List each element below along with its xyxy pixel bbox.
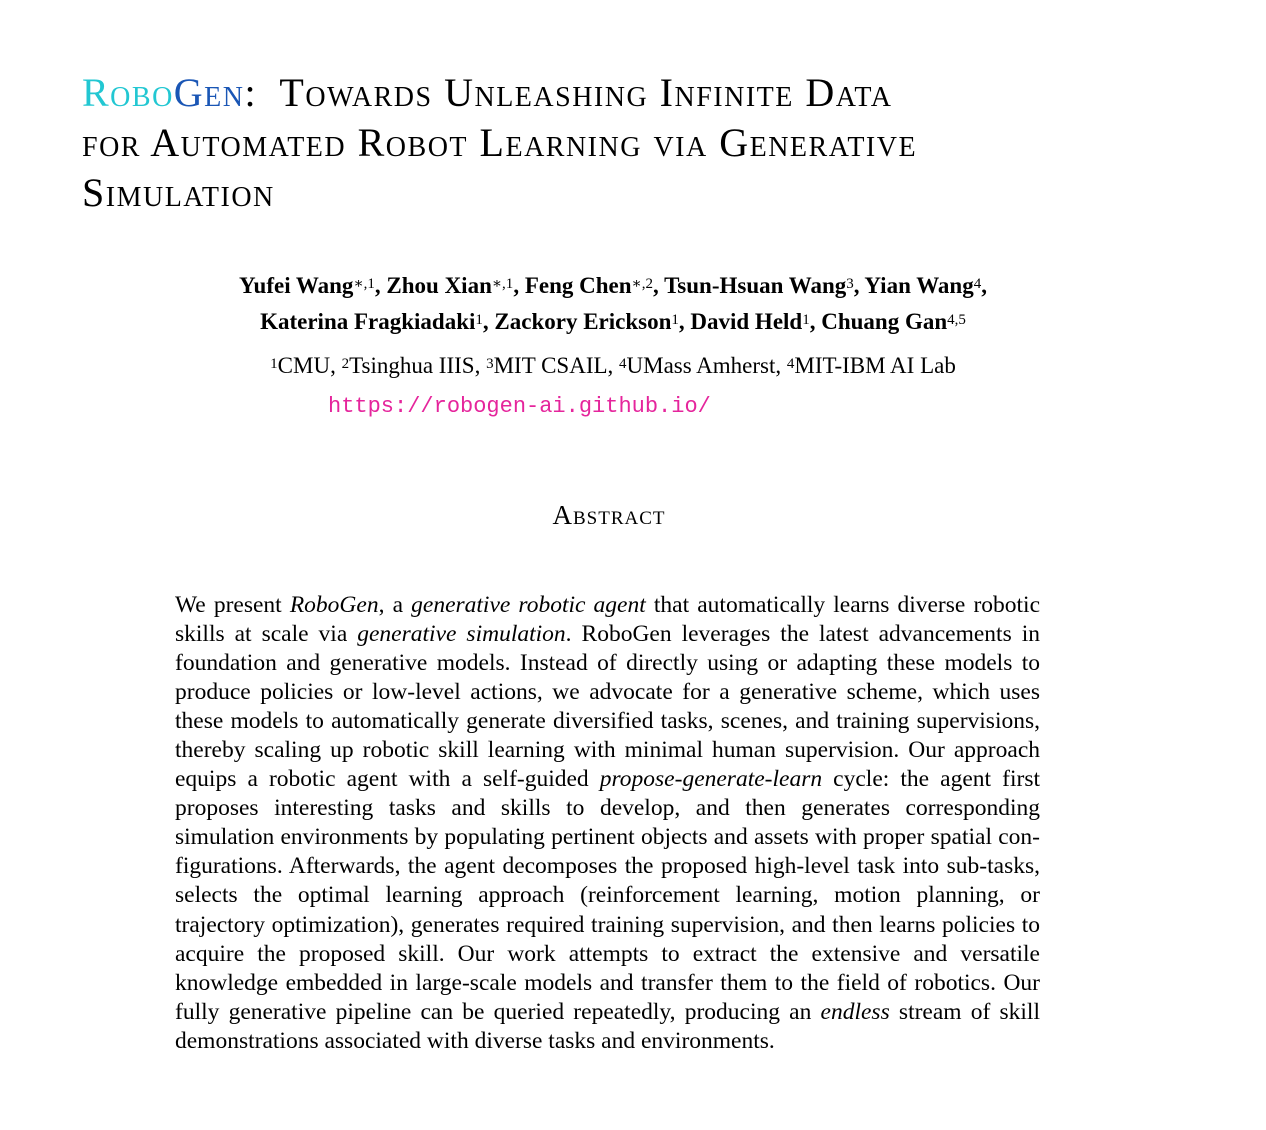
title-line-1: Towards Unleashing Infinite Data [279,70,893,115]
project-url-link[interactable]: https://robogen-ai.github.io/ [328,394,711,419]
affiliation: $^4$UMass Amherst [619,353,776,378]
author: Zhou Xian$^{∗,1}$ [386,273,514,298]
author: Yian Wang$^4$ [864,273,982,298]
author: Zackory Erickson$^1$ [494,309,679,334]
abstract-heading: Abstract [552,500,666,530]
affiliation: $^3$MIT CSAIL [486,353,608,378]
title-line-2: for Automated Robot Learning via Generative [82,120,918,165]
affiliation: $^1$CMU [270,353,331,378]
author: Feng Chen$^{∗,2}$ [524,273,653,298]
author: David Held$^1$ [690,309,810,334]
paper-title [82,68,1162,218]
title-gen: Gen [173,70,245,115]
affiliation: $^4$MIT-IBM AI Lab [786,353,956,378]
author: Yufei Wang$^{∗,1}$ [239,273,375,298]
robogen-name [82,70,245,115]
abstract-body: We present RoboGen, a generative robotic agent that automatically learns diverse robotic skills at scale via generative simulation. RoboGen leverages the latest advancements in foundation and generative models. Instead of directly using or adapting these models to produce policies or low-level actions, we advocate for a generative scheme, which uses these models to automatically generate diversified tasks, scenes, and training supervisions, thereby scaling up robotic skill learning with minimal human supervision. Our approach equips a robotic agent with a self-guided propose-generate-learn cycle: the agent first proposes interesting tasks and skills to develop, and then generates corresponding simulation environments by populating pertinent objects and assets with proper spatial configurations. Afterwards, the agent decomposes the proposed high-level task into sub-tasks, selects the optimal learning approach (reinforcement learning, motion planning, or trajectory optimization), generates required training supervision, and then learns policies to acquire the proposed skill. Our work attempts to extract the extensive and versatile knowledge embedded in large-scale models and transfer them to the field of robotics. Our fully generative pipeline can be queried repeatedly, producing an endless stream of skill demonstrations associated with diverse tasks and environments. [175,591,1041,1054]
affiliation: $^2$Tsinghua IIIS [341,353,475,378]
author: Katerina Fragkiadaki$^1$ [260,309,483,334]
title-line-3: Simulation [82,170,275,215]
title-colon: : [244,70,258,115]
title-robo: Robo [82,70,174,115]
author-list: Yufei Wang$^{∗,1}$, Zhou Xian$^{∗,1}$, Feng Chen$^{∗,2}$, Tsun-Hsuan Wang$^3$, Yian Wang$^4$, Katerina Fragkiadaki$^1$, Zackory Erickson$^1$, David Held$^1$, Chuang Gan$^{4,5}$ [239,273,987,334]
affiliations: $^1$CMU, $^2$Tsinghua IIIS, $^3$MIT CSAIL, $^4$UMass Amherst, $^4$MIT-IBM AI Lab [270,353,956,378]
author: Chuang Gan$^{4,5}$ [821,309,966,334]
author: Tsun-Hsuan Wang$^3$ [664,273,854,298]
